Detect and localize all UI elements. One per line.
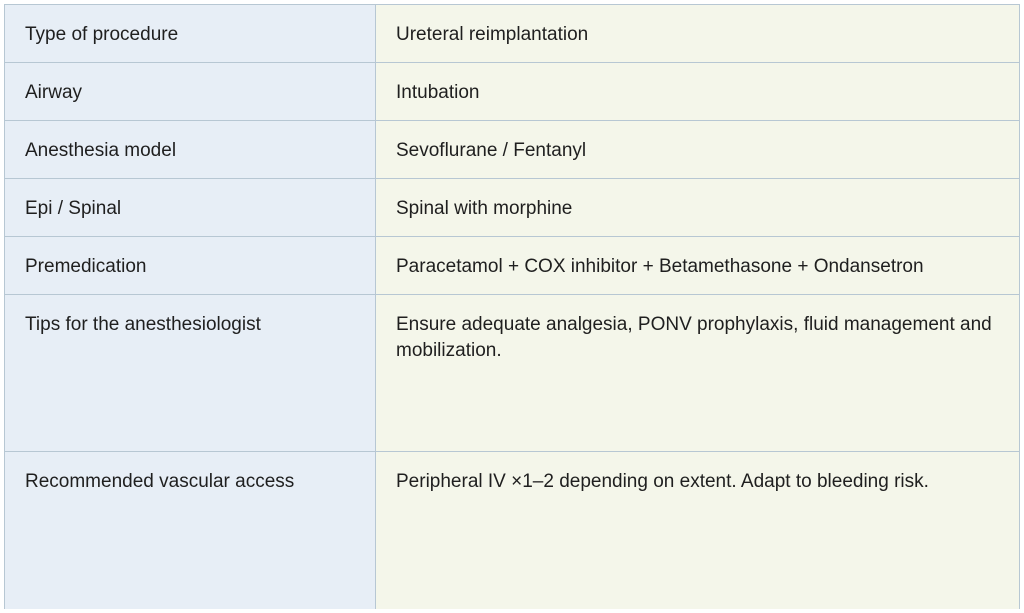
table-row — [5, 237, 1019, 295]
row-label: Premedication — [5, 237, 376, 294]
row-label: Airway — [5, 63, 376, 120]
row-value: Peripheral IV ×1–2 depending on extent. Adapt to bleeding risk. — [376, 452, 1019, 609]
row-value: Intubation — [376, 63, 1019, 120]
table-row — [5, 5, 1019, 63]
row-value: Paracetamol + COX inhibitor + Betamethasone + Ondansetron — [376, 237, 1019, 294]
anesthesia-info-table — [4, 4, 1020, 609]
table-row — [5, 121, 1019, 179]
row-value: Ensure adequate analgesia, PONV prophylaxis, fluid management and mobilization. — [376, 295, 1019, 451]
row-label: Epi / Spinal — [5, 179, 376, 236]
row-value: Spinal with morphine — [376, 179, 1019, 236]
table-row — [5, 63, 1019, 121]
row-label: Recommended vascular access — [5, 452, 376, 609]
row-label: Type of procedure — [5, 5, 376, 62]
table-row — [5, 295, 1019, 452]
row-label: Anesthesia model — [5, 121, 376, 178]
row-value: Sevoflurane / Fentanyl — [376, 121, 1019, 178]
row-value: Ureteral reimplantation — [376, 5, 1019, 62]
table-row — [5, 452, 1019, 609]
table-row — [5, 179, 1019, 237]
row-label: Tips for the anesthesiologist — [5, 295, 376, 451]
